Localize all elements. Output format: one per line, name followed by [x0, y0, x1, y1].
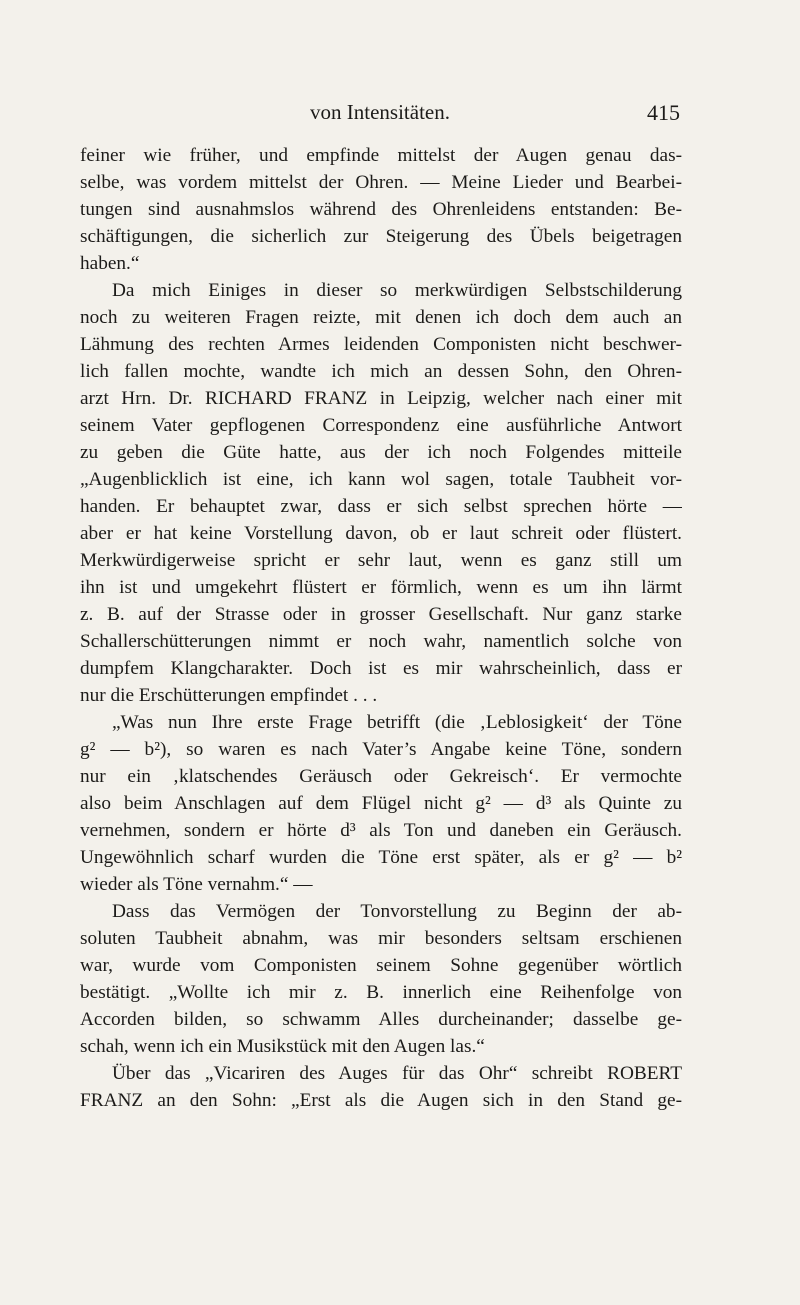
text-line: Merkwürdigerweise spricht er sehr laut, wenn es ganz still um [80, 550, 682, 571]
text-line: war, wurde vom Componisten seinem Sohne gegenüber wörtlich [80, 955, 682, 976]
text-line: „Was nun Ihre erste Frage betrifft (die ‚Leblosigkeit‘ der Töne [112, 712, 682, 733]
text-line: also beim Anschlagen auf dem Flügel nicht g² — d³ als Quinte zu [80, 793, 682, 814]
text-line: tungen sind ausnahmslos während des Ohrenleidens entstanden: Be- [80, 199, 682, 220]
text-line: „Augenblicklich ist eine, ich kann wol sagen, totale Taubheit vor- [80, 469, 682, 490]
text-line: Accorden bilden, so schwamm Alles durcheinander; dasselbe ge- [80, 1009, 682, 1030]
text-line: bestätigt. „Wollte ich mir z. B. innerlich eine Reihenfolge von [80, 982, 682, 1003]
text-line: z. B. auf der Strasse oder in grosser Gesellschaft. Nur ganz starke [80, 604, 682, 625]
text-line: feiner wie früher, und empfinde mittelst der Augen genau das- [80, 145, 682, 166]
text-line: schah, wenn ich ein Musikstück mit den Augen las.“ [80, 1036, 485, 1057]
text-line: noch zu weiteren Fragen reizte, mit denen ich doch dem auch an [80, 307, 682, 328]
text-line: g² — b²), so waren es nach Vater’s Angabe keine Töne, sondern [80, 739, 682, 760]
text-line: lich fallen mochte, wandte ich mich an dessen Sohn, den Ohren- [80, 361, 682, 382]
text-line: seinem Vater gepflogenen Correspondenz eine ausführliche Antwort [80, 415, 682, 436]
text-line: FRANZ an den Sohn: „Erst als die Augen sich in den Stand ge- [80, 1090, 682, 1111]
text-line: aber er hat keine Vorstellung davon, ob er laut schreit oder flüstert. [80, 523, 682, 544]
text-line: handen. Er behauptet zwar, dass er sich selbst sprechen hörte — [80, 496, 682, 517]
text-line: Da mich Einiges in dieser so merkwürdigen Selbstschilderung [112, 280, 682, 301]
text-line: arzt Hrn. Dr. RICHARD FRANZ in Leipzig, welcher nach einer mit [80, 388, 682, 409]
text-line: dumpfem Klangcharakter. Doch ist es mir wahrscheinlich, dass er [80, 658, 682, 679]
body-text [80, 142, 682, 1114]
text-line: Über das „Vicariren des Auges für das Ohr“ schreibt ROBERT [112, 1063, 682, 1084]
text-line: vernehmen, sondern er hörte d³ als Ton und daneben ein Geräusch. [80, 820, 682, 841]
page-number: 415 [647, 100, 680, 125]
text-line: wieder als Töne vernahm.“ — [80, 874, 313, 895]
text-line: zu geben die Güte hatte, aus der ich noch Folgendes mitteile [80, 442, 682, 463]
text-line: haben.“ [80, 253, 140, 274]
text-line: schäftigungen, die sicherlich zur Steigerung des Übels beigetragen [80, 226, 682, 247]
text-line: Ungewöhnlich scharf wurden die Töne erst später, als er g² — b² [80, 847, 682, 868]
text-line: nur die Erschütterungen empfindet . . . [80, 685, 378, 706]
text-line: nur ein ‚klatschendes Geräusch oder Gekreisch‘. Er vermochte [80, 766, 682, 787]
text-line: selbe, was vordem mittelst der Ohren. — Meine Lieder und Bearbei- [80, 172, 682, 193]
text-line: Dass das Vermögen der Tonvorstellung zu Beginn der ab- [112, 901, 682, 922]
page-header [80, 100, 680, 132]
text-line: ihn ist und umgekehrt flüstert er förmlich, wenn es um ihn lärmt [80, 577, 682, 598]
text-line: Schallerschütterungen nimmt er noch wahr, namentlich solche von [80, 631, 682, 652]
text-line: soluten Taubheit abnahm, was mir besonders seltsam erschienen [80, 928, 682, 949]
running-title: von Intensitäten. [310, 100, 450, 124]
text-line: Lähmung des rechten Armes leidenden Componisten nicht beschwer- [80, 334, 682, 355]
